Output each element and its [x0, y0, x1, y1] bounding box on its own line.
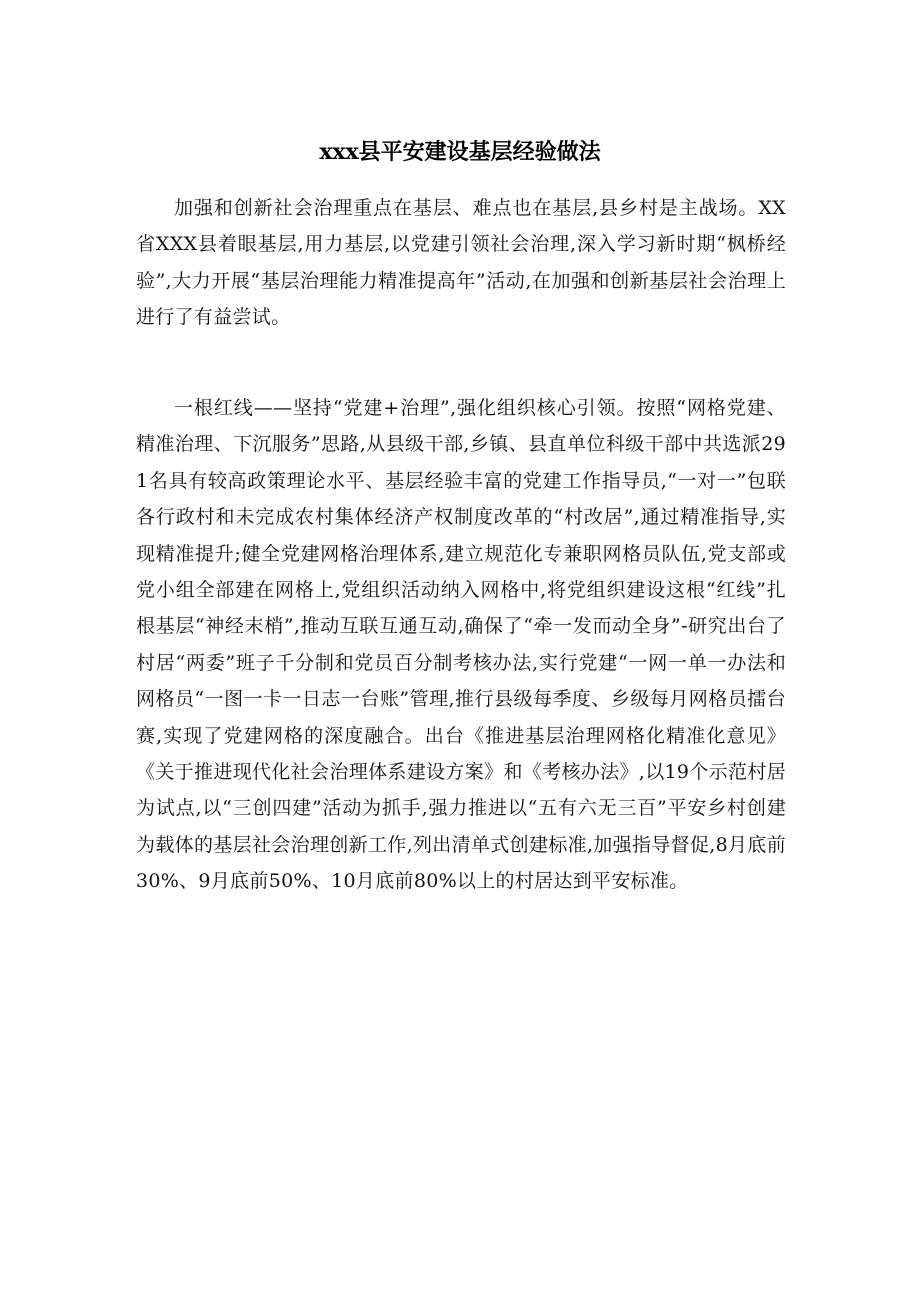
- document-title: xxx县平安建设基层经验做法: [319, 139, 601, 165]
- intro-paragraph: 加强和创新社会治理重点在基层、难点也在基层,县乡村是主战场。XX省XXX县着眼基层,用力基层,以党建引领社会治理,深入学习新时期“枫桥经验”,大力开展“基层治理能力精准提高年”活动,在加强和创新基层社会治理上进行了有益尝试。: [136, 197, 786, 329]
- red-line-paragraph: 一根红线——坚持“党建+治理”,强化组织核心引领。按照“网格党建、精准治理、下沉服务”思路,从县级干部,乡镇、县直单位科级干部中共选派291名具有较高政策理论水平、基层经验丰富的党建工作指导员,“一对一”包联各行政村和未完成农村集体经济产权制度改革的“村改居”,通过精准指导,实现精准提升;健全党建网格治理体系,建立规范化专兼职网格员队伍,党支部或党小组全部建在网格上,党组织活动纳入网格中,将党组织建设这根“红线”扎根基层“神经末梢”,推动互联互通互动,确保了“牵一发而动全身”-研究出台了村居“两委”班子千分制和党员百分制考核办法,实行党建“一网一单一办法和网格员“一图一卡一日志一台账”管理,推行县级每季度、乡级每月网格员擂台赛,实现了党建网格的深度融合。出台《推进基层治理网格化精准化意见》《关于推进现代化社会治理体系建设方案》和《考核办法》,以19个示范村居为试点,以“三创四建”活动为抓手,强力推进以“五有六无三百”平安乡村创建为载体的基层社会治理创新工作,列出清单式创建标准,加强指导督促,8月底前30%、9月底前50%、10月底前80%以上的村居达到平安标准。: [136, 397, 786, 893]
